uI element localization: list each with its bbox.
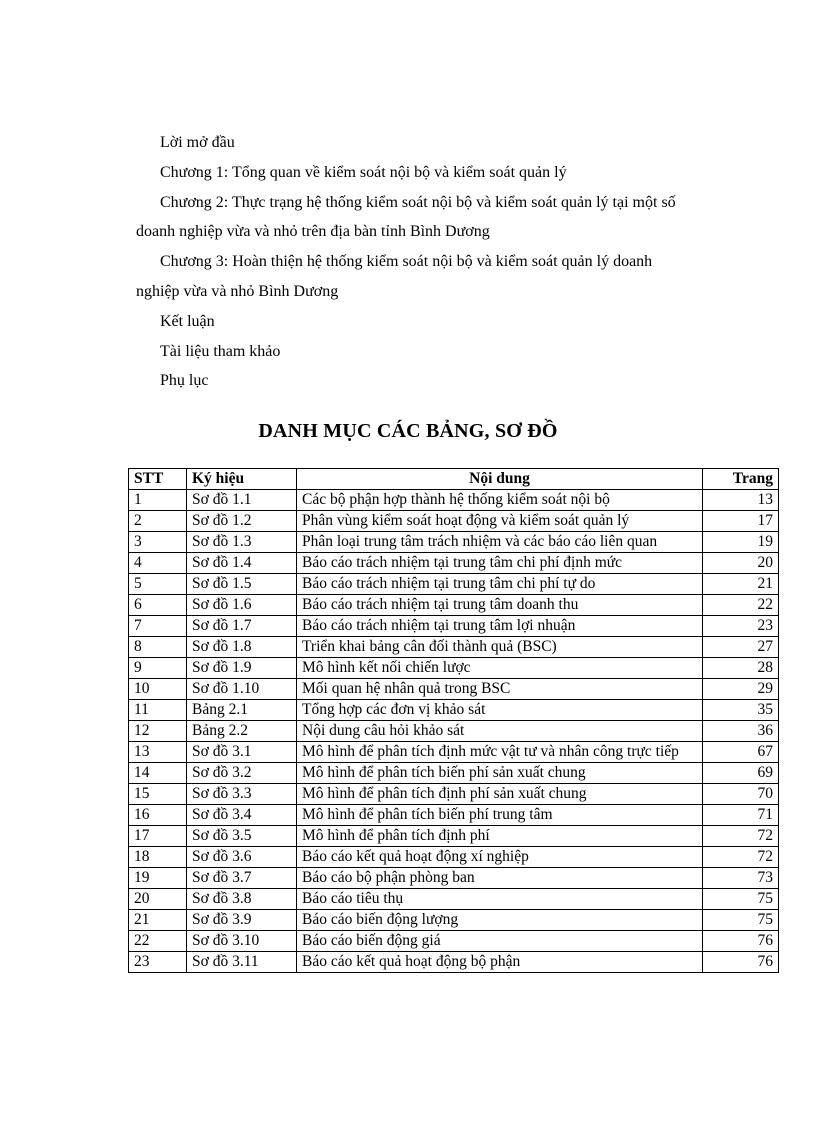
cell-page: 70 [703,784,779,805]
cell-symbol: Sơ đồ 1.5 [187,574,297,595]
cell-page: 67 [703,742,779,763]
cell-symbol: Sơ đồ 1.3 [187,532,297,553]
header-content: Nội dung [297,469,703,490]
cell-content: Mô hình để phân tích định phí [297,826,703,847]
cell-content: Phân vùng kiểm soát hoạt động và kiểm soát quản lý [297,511,703,532]
cell-stt: 9 [129,658,187,679]
table-row [129,910,779,931]
cell-page: 72 [703,847,779,868]
cell-content: Báo cáo bộ phận phòng ban [297,868,703,889]
toc-item-chapter-2: Chương 2: Thực trạng hệ thống kiểm soát nội bộ và kiểm soát quản lý tại một số [160,193,676,211]
cell-page: 76 [703,931,779,952]
cell-symbol: Sơ đồ 3.1 [187,742,297,763]
cell-stt: 15 [129,784,187,805]
cell-symbol: Sơ đồ 1.7 [187,616,297,637]
table-row [129,889,779,910]
cell-page: 75 [703,889,779,910]
cell-page: 19 [703,532,779,553]
cell-page: 73 [703,868,779,889]
cell-content: Mối quan hệ nhân quả trong BSC [297,679,703,700]
cell-symbol: Sơ đồ 3.5 [187,826,297,847]
table-row [129,847,779,868]
cell-symbol: Sơ đồ 1.1 [187,490,297,511]
cell-symbol: Sơ đồ 1.9 [187,658,297,679]
cell-content: Báo cáo trách nhiệm tại trung tâm lợi nhuận [297,616,703,637]
cell-page: 27 [703,637,779,658]
cell-stt: 3 [129,532,187,553]
table-row [129,931,779,952]
cell-stt: 4 [129,553,187,574]
cell-page: 28 [703,658,779,679]
cell-symbol: Sơ đồ 1.10 [187,679,297,700]
cell-symbol: Bảng 2.1 [187,700,297,721]
cell-symbol: Sơ đồ 1.2 [187,511,297,532]
toc-item-references: Tài liệu tham khảo [160,342,281,360]
cell-page: 72 [703,826,779,847]
cell-symbol: Sơ đồ 3.6 [187,847,297,868]
section-title: DANH MỤC CÁC BẢNG, SƠ ĐỒ [258,420,558,442]
toc-item-intro: Lời mở đầu [160,134,235,151]
cell-content: Báo cáo trách nhiệm tại trung tâm doanh thu [297,595,703,616]
cell-symbol: Sơ đồ 3.10 [187,931,297,952]
cell-symbol: Sơ đồ 3.9 [187,910,297,931]
cell-stt: 18 [129,847,187,868]
cell-page: 17 [703,511,779,532]
cell-stt: 16 [129,805,187,826]
cell-stt: 8 [129,637,187,658]
table-row [129,763,779,784]
table-row [129,616,779,637]
cell-page: 20 [703,553,779,574]
table-row [129,679,779,700]
cell-stt: 14 [129,763,187,784]
cell-stt: 23 [129,952,187,973]
cell-page: 13 [703,490,779,511]
cell-content: Tổng hợp các đơn vị khảo sát [297,700,703,721]
table-row [129,490,779,511]
cell-content: Báo cáo kết quả hoạt động xí nghiệp [297,847,703,868]
cell-page: 22 [703,595,779,616]
cell-stt: 11 [129,700,187,721]
header-symbol: Ký hiệu [187,469,297,490]
cell-stt: 7 [129,616,187,637]
cell-page: 35 [703,700,779,721]
cell-content: Mô hình để phân tích biến phí sản xuất chung [297,763,703,784]
cell-content: Báo cáo trách nhiệm tại trung tâm chi phí định mức [297,553,703,574]
cell-stt: 17 [129,826,187,847]
cell-content: Mô hình kết nối chiến lược [297,658,703,679]
cell-symbol: Sơ đồ 3.2 [187,763,297,784]
header-page: Trang [703,469,779,490]
cell-stt: 20 [129,889,187,910]
cell-stt: 22 [129,931,187,952]
table-row [129,574,779,595]
cell-content: Mô hình để phân tích định mức vật tư và nhân công trực tiếp [297,742,703,763]
cell-content: Báo cáo trách nhiệm tại trung tâm chi phí tự do [297,574,703,595]
cell-page: 29 [703,679,779,700]
table-row [129,532,779,553]
cell-symbol: Sơ đồ 3.11 [187,952,297,973]
cell-page: 23 [703,616,779,637]
cell-stt: 10 [129,679,187,700]
cell-symbol: Sơ đồ 1.8 [187,637,297,658]
cell-content: Mô hình để phân tích định phí sản xuất chung [297,784,703,805]
cell-content: Các bộ phận hợp thành hệ thống kiểm soát nội bộ [297,490,703,511]
table-row [129,784,779,805]
cell-page: 69 [703,763,779,784]
header-stt: STT [129,469,187,490]
toc-item-chapter-2-cont: doanh nghiệp vừa và nhỏ trên địa bàn tỉnh Bình Dương [136,223,490,241]
table-of-contents [136,128,742,396]
cell-content: Phân loại trung tâm trách nhiệm và các báo cáo liên quan [297,532,703,553]
table-row [129,658,779,679]
table-row [129,805,779,826]
table-row [129,952,779,973]
cell-stt: 12 [129,721,187,742]
cell-stt: 13 [129,742,187,763]
toc-item-appendix: Phụ lục [160,372,209,390]
cell-page: 71 [703,805,779,826]
cell-stt: 1 [129,490,187,511]
cell-content: Mô hình để phân tích biến phí trung tâm [297,805,703,826]
table-row [129,700,779,721]
toc-item-conclusion: Kết luận [160,312,215,330]
cell-page: 76 [703,952,779,973]
table-header-row [129,469,779,490]
table-row [129,637,779,658]
table-row [129,868,779,889]
cell-symbol: Sơ đồ 3.8 [187,889,297,910]
table-row [129,742,779,763]
cell-stt: 6 [129,595,187,616]
cell-content: Báo cáo kết quả hoạt động bộ phận [297,952,703,973]
cell-content: Báo cáo biến động lượng [297,910,703,931]
cell-symbol: Sơ đồ 3.4 [187,805,297,826]
toc-item-chapter-1: Chương 1: Tổng quan về kiểm soát nội bộ và kiểm soát quản lý [160,163,567,181]
cell-symbol: Sơ đồ 1.4 [187,553,297,574]
cell-content: Nội dung câu hỏi khảo sát [297,721,703,742]
table-row [129,511,779,532]
cell-content: Triển khai bảng cân đối thành quả (BSC) [297,637,703,658]
cell-page: 75 [703,910,779,931]
cell-symbol: Sơ đồ 3.7 [187,868,297,889]
cell-content: Báo cáo biến động giá [297,931,703,952]
cell-stt: 2 [129,511,187,532]
toc-item-chapter-3: Chương 3: Hoàn thiện hệ thống kiểm soát nội bộ và kiểm soát quản lý doanh [160,253,653,271]
table-row [129,595,779,616]
cell-page: 36 [703,721,779,742]
table-row [129,553,779,574]
cell-stt: 21 [129,910,187,931]
cell-symbol: Sơ đồ 1.6 [187,595,297,616]
cell-page: 21 [703,574,779,595]
table-row [129,721,779,742]
table-row [129,826,779,847]
cell-stt: 19 [129,868,187,889]
figure-list-table [128,468,779,973]
cell-symbol: Sơ đồ 3.3 [187,784,297,805]
cell-stt: 5 [129,574,187,595]
cell-symbol: Bảng 2.2 [187,721,297,742]
toc-item-chapter-3-cont: nghiệp vừa và nhỏ Bình Dương [136,282,339,300]
cell-content: Báo cáo tiêu thụ [297,889,703,910]
